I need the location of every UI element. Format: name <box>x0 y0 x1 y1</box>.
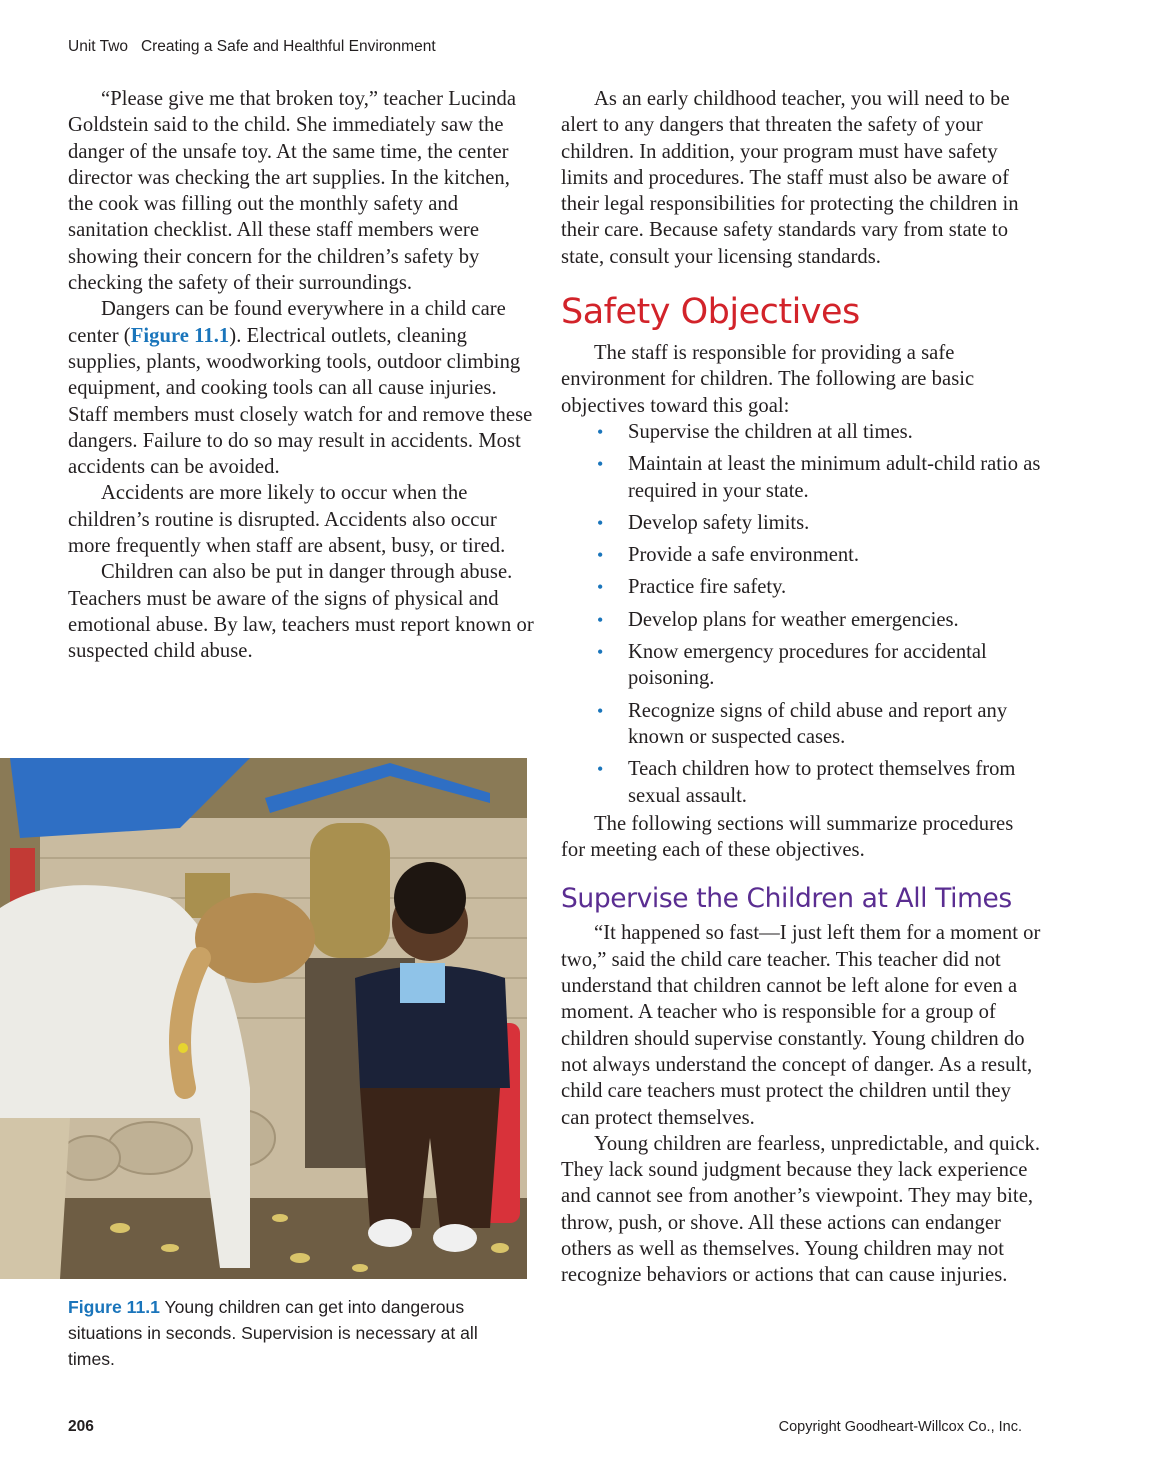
bullet-icon: • <box>597 545 604 566</box>
list-item: • Know emergency procedures for accidental poisoning. <box>597 641 987 690</box>
copyright-notice: Copyright Goodheart-Willcox Co., Inc. <box>778 1419 1022 1435</box>
list-item: • Develop safety limits. <box>561 510 1041 536</box>
running-head <box>68 38 436 56</box>
bullet-icon: • <box>597 577 604 598</box>
list-item: • Practice fire safety. <box>561 574 1041 600</box>
paragraph: Accidents are more likely to occur when the children’s routine is disrupted. Accidents also occur more frequently when staff are absent, busy, or tired. <box>68 482 506 558</box>
photo-illustration <box>0 758 527 1279</box>
bullet-icon: • <box>597 759 604 780</box>
unit-label: Unit Two <box>68 38 129 55</box>
figure-reference-link[interactable]: Figure 11.1 <box>130 324 230 347</box>
paragraph: Children can also be put in danger through abuse. Teachers must be aware of the signs of physical and emotional abuse. By law, teachers must report known or suspected child abuse. <box>68 561 534 663</box>
bullet-icon: • <box>597 454 604 475</box>
paragraph: “It happened so fast—I just left them for a moment or two,” said the child care teacher. This teacher did not understand that children cannot be left alone for even a moment. A teacher who is responsible for a group of children should supervise constantly. Young children do not always understand the concept of danger. As a result, child care teachers must protect the children until they can protect themselves. <box>561 922 1041 1129</box>
subsection-heading: Supervise the Children at All Times <box>561 883 1012 915</box>
objectives-list <box>561 419 1041 809</box>
left-column <box>68 86 538 665</box>
list-item: • Develop plans for weather emergencies. <box>561 607 1041 633</box>
paragraph: “Please give me that broken toy,” teacher Lucinda Goldstein said to the child. She immediately saw the danger of the unsafe toy. At the same time, the center director was checking the art supplies. In the kitchen, the cook was filling out the monthly safety and sanitation checklist. All these staff members were showing their concern for the children’s safety by checking the safety of their surroundings. <box>68 88 517 295</box>
list-item: • Recognize signs of child abuse and report any known or suspected cases. <box>597 699 1008 748</box>
bullet-icon: • <box>597 512 604 533</box>
figure-caption <box>68 1294 518 1372</box>
list-item: • Provide a safe environment. <box>561 542 1041 568</box>
chapter-title: Creating a Safe and Healthful Environment <box>140 38 436 55</box>
section-intro: The staff is responsible for providing a safe environment for children. The following are basic objectives toward this goal: <box>561 342 975 417</box>
intro-paragraph: As an early childhood teacher, you will need to be alert to any dangers that threaten the safety of your children. In addition, your program must have safety limits and procedures. The staff must also be aware of their legal responsibilities for protecting the children in their care. Because safety standards vary from state to state, consult your licensing standards. <box>561 88 1019 268</box>
list-item: • Supervise the children at all times. <box>561 419 1041 445</box>
section-outro: The following sections will summarize procedures for meeting each of these objectives. <box>561 812 1014 862</box>
bullet-icon: • <box>597 700 604 721</box>
figure-label: Figure 11.1 <box>68 1297 160 1317</box>
bullet-icon: • <box>597 421 604 442</box>
page-number: 206 <box>68 1418 94 1435</box>
list-item: • Teach children how to protect themselves from sexual assault. <box>597 758 1016 807</box>
paragraph: Young children are fearless, unpredictable, and quick. They lack sound judgment because they lack experience and cannot see from another’s viewpoint. They may bite, throw, push, or shove. All these actions can endanger others as well as themselves. Young children may not recognize behaviors or actions that can cause injuries. <box>561 1132 1041 1287</box>
figure-photo <box>0 758 527 1279</box>
list-item: • Maintain at least the minimum adult-child ratio as required in your state. <box>597 453 1041 502</box>
right-column <box>561 86 1041 1289</box>
section-heading: Safety Objectives <box>561 292 860 333</box>
caption-text: Young children can get into dangerous situations in seconds. Supervision is necessary at all times. <box>68 1297 478 1369</box>
paragraph: Dangers can be found everywhere in a child care center (Figure 11.1). Electrical outlets, cleaning supplies, plants, woodworking tools, outdoor climbing equipment, and cooking tools can all cause injuries. Staff members must closely watch for and remove these dangers. Failure to do so may result in accidents. Most accidents can be avoided. <box>68 298 533 479</box>
bullet-icon: • <box>597 609 604 630</box>
bullet-icon: • <box>597 642 604 663</box>
